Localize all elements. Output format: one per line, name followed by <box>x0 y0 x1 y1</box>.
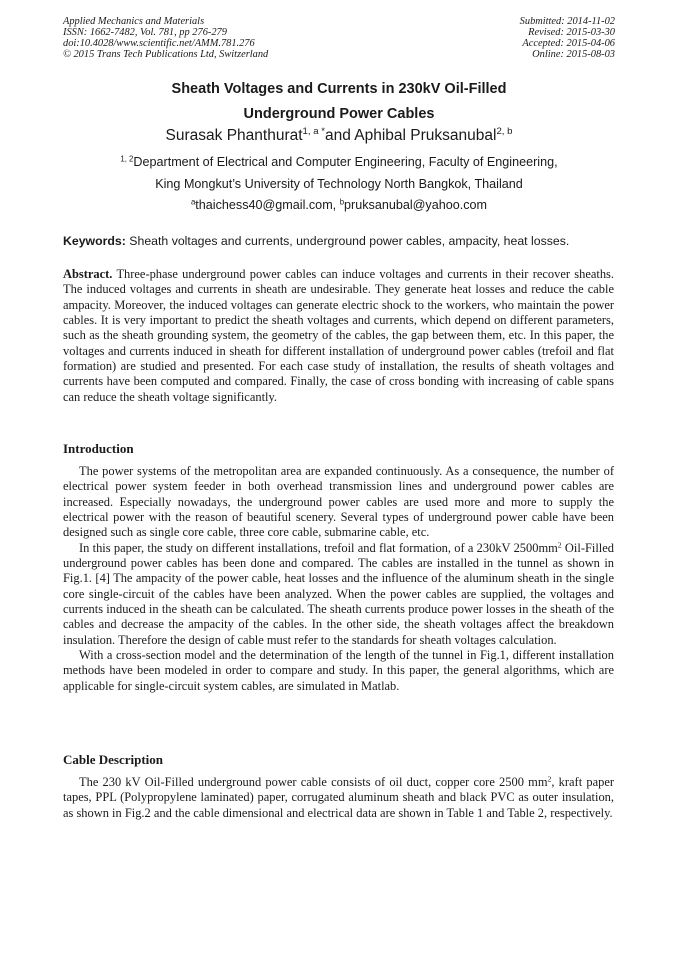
journal-name: Applied Mechanics and Materials <box>63 16 205 27</box>
doi-line: doi:10.4028/www.scientific.net/AMM.781.276 <box>63 37 255 49</box>
affiliation-sup: 1, 2 <box>120 154 134 164</box>
affiliation-line-2: King Mongkut’s University of Technology North Bangkok, Thailand <box>155 177 523 191</box>
introduction-heading: Introduction <box>63 441 134 456</box>
copyright-line: © 2015 Trans Tech Publications Ltd, Switzerland <box>63 48 269 60</box>
cable-description-body <box>63 775 614 821</box>
submitted-date: Submitted: 2014-11-02 <box>519 16 615 27</box>
journal-header-right <box>520 17 615 61</box>
author-2: and Aphibal Pruksanubal <box>324 127 497 144</box>
author-1-sup: 1, a * <box>302 126 325 138</box>
keywords-text: Sheath voltages and currents, underground power cables, ampacity, heat losses. <box>129 234 570 248</box>
introduction-body <box>63 464 614 694</box>
journal-header-left <box>63 17 268 61</box>
abstract <box>63 267 614 405</box>
email-line: $^a$thaichess40@gmail.com, $^b$pruksanubal@yahoo.com <box>190 197 488 212</box>
email-b: pruksanubal@yahoo.com <box>344 198 488 212</box>
author-2-sup: 2, b <box>496 126 513 138</box>
cable-paragraph-1: The 230 kV Oil-Filled underground power cable consists of oil duct, copper core 2500 $mm^2$, kraft paper tapes, PPL (Polypropylene laminated) paper, corrugated aluminum sheath and black PVC as outer insulation, as shown in Fig.2 and the cable dimensional and electrical data are shown in Table 1 and Table 2, respectively. <box>63 774 614 820</box>
paper-title-line-2: Underground Power Cables <box>243 106 435 122</box>
cable-description-heading: Cable Description <box>63 752 164 767</box>
paper-title-line-1: Sheath Voltages and Currents in 230kV Oil-Filled <box>171 81 507 97</box>
intro-paragraph-3: With a cross-section model and the determination of the length of the tunnel in Fig.1, different installation methods have been modeled in order to compare and study. In this paper, the general algorithms, which are applicable for single-circuit system cables, are simulated in Matlab. <box>63 648 614 693</box>
accepted-date: Accepted: 2015-04-06 <box>522 37 615 49</box>
abstract-label: Abstract. <box>63 267 113 281</box>
intro-paragraph-2: In this paper, the study on different installations, trefoil and flat formation, of a 230kV $2500mm^2$ Oil-Filled underground power cables has been done and compared. The cables are installed in the tunnel as shown in Fig.1. [4] The ampacity of the power cable, heat losses and the influence of the aluminum sheath in the single core single-circuit of the cables have been analyzed. When the power cables are supplied, the voltages and currents induced in the sheath can be calculated. The sheath currents produce power losses in the sheath of the cables and decrease the ampacity of the cables. In the other side, the sheath voltages affect the breakdown insulation. Therefore the design of cable must refer to the standards for sheath voltages calculation. <box>63 540 614 647</box>
author-1: Surasak Phanthurat <box>165 127 303 144</box>
affiliation-line-1: $^{1, 2}$Department of Electrical and Computer Engineering, Faculty of Engineering, <box>120 154 558 169</box>
intro-paragraph-1: The power systems of the metropolitan area are expanded continuously. As a consequence, the number of electrical power system feeder in both overhead transmission lines and underground power cables are increased. Especially nowadays, the underground power cables are used more and more to supply the electrical power with the reason of beautiful scenery. Several types of underground power cable have been designed such as single core cable, three core cable, submarine cable, etc. <box>63 464 614 540</box>
abstract-text: Three-phase underground power cables can induce voltages and currents in their recover sheaths. The induced voltages and currents in sheath are undesirable. They generate heat losses and reduce the cable ampacity. Moreover, the induced voltages can generate electric shock to the workers, who maintain the power cables. It is very important to predict the sheath voltages and currents, which depend on different parameters, such as the sheath grounding system, the geometry of the cables, the gap between them, etc. In this paper, the voltages and currents induced in sheath for different installation of underground power cables (trefoil and flat formation) are studied and presented. For each case study of installation, the results of sheath voltages and currents have been computed and compared. Finally, the case of cross bonding with increasing of cable spans can reduce the sheath voltage significantly. <box>63 267 614 404</box>
author-list <box>0 127 678 145</box>
issn-line: ISSN: 1662-7482, Vol. 781, pp 276-279 <box>63 26 227 38</box>
revised-date: Revised: 2015-03-30 <box>528 26 615 38</box>
online-date: Online: 2015-08-03 <box>532 48 615 60</box>
keywords <box>63 234 614 248</box>
keywords-label: Keywords: <box>63 234 126 248</box>
email-a: thaichess40@gmail.com, <box>195 198 337 212</box>
